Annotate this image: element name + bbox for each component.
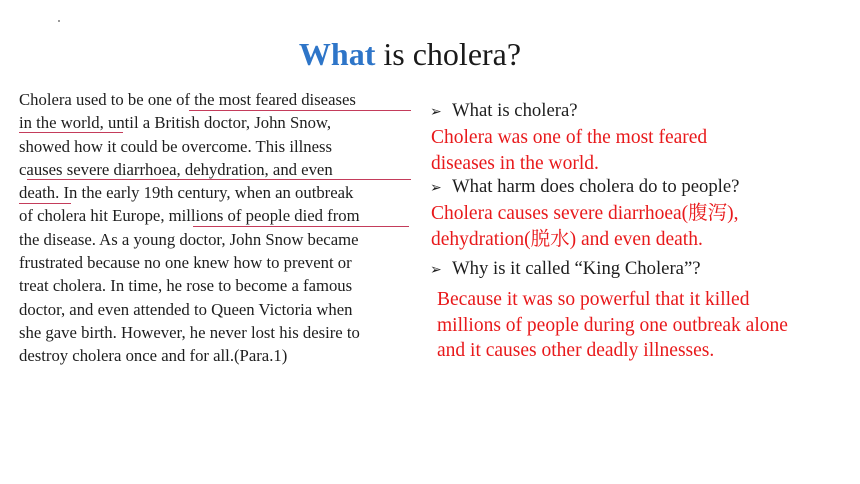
answer-line: Cholera was one of the most feared xyxy=(431,127,708,148)
answer-line: dehydration(脱水) and even death. xyxy=(431,228,703,250)
question-text: Why is it called “King Cholera”? xyxy=(452,258,701,279)
passage-line: in the world, until a British doctor, John Snow, xyxy=(19,113,332,133)
arrow-bullet-icon: ➢ xyxy=(430,263,442,278)
answer-line: diseases in the world. xyxy=(431,152,599,174)
highlight-underline xyxy=(19,132,123,133)
passage-line: destroy cholera once and for all.(Para.1) xyxy=(19,346,288,366)
question-block-3 xyxy=(430,257,850,364)
answer-line: millions of people during one outbreak alone xyxy=(437,314,788,336)
passage-line: of cholera hit Europe, millions of people died from xyxy=(19,206,360,226)
arrow-bullet-icon: ➢ xyxy=(430,181,442,196)
question-1 xyxy=(430,99,850,123)
passage-line: death. In the early 19th century, when an outbreak xyxy=(19,183,354,203)
reading-passage xyxy=(19,88,419,368)
passage-line: Cholera used to be one of the most feared diseases xyxy=(19,90,356,109)
answer-3 xyxy=(437,287,850,364)
passage-line: she gave birth. However, he never lost his desire to xyxy=(19,322,360,342)
question-block-2 xyxy=(430,175,850,252)
question-block-1 xyxy=(430,99,850,176)
passage-line: the disease. As a young doctor, John Snow became xyxy=(19,229,359,249)
passage-line: treat cholera. In time, he rose to become a famous xyxy=(19,276,353,296)
slide-title xyxy=(0,36,820,73)
arrow-bullet-icon: ➢ xyxy=(430,105,442,120)
question-text: What is cholera? xyxy=(452,100,578,121)
question-text: What harm does cholera do to people? xyxy=(452,176,740,197)
title-keyword: What xyxy=(298,36,376,72)
passage-line: showed how it could be overcome. This illness xyxy=(19,136,332,156)
highlight-underline xyxy=(189,110,411,111)
answer-line: and it causes other deadly illnesses. xyxy=(437,340,715,361)
answer-1 xyxy=(431,125,850,176)
highlight-underline xyxy=(27,179,411,180)
answer-line: Because it was so powerful that it killed xyxy=(437,289,750,310)
passage-line: doctor, and even attended to Queen Victoria when xyxy=(19,299,353,319)
question-3 xyxy=(430,257,850,281)
highlight-underline xyxy=(19,203,71,204)
answer-2 xyxy=(431,201,850,252)
passage-line: causes severe diarrhoea, dehydration, and even xyxy=(19,159,333,179)
answer-line: Cholera causes severe diarrhoea(腹泻), xyxy=(431,203,739,224)
decorative-dot xyxy=(58,20,60,22)
title-rest: is cholera? xyxy=(375,36,522,72)
highlight-underline xyxy=(193,226,409,227)
passage-line: frustrated because no one knew how to prevent or xyxy=(19,253,352,273)
question-2 xyxy=(430,175,850,199)
